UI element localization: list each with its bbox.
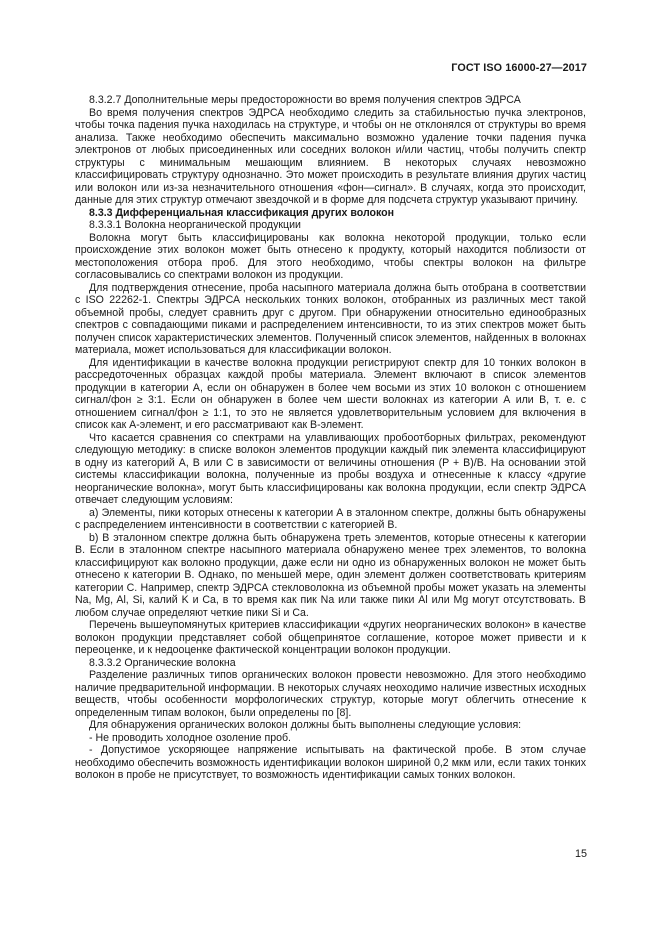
paragraph: Во время получения спектров ЭДРСА необходимо следить за стабильностью пучка электронов, чтобы точка падения пучка находилась на структуре, и чтобы он не отклонялся от структуры во время анализа. Также необходимо обеспечить максимально возможно удаление точки падения пучка электронов от любых присоединенных или соседних волокон и/или частиц, чтобы получить спектр структуры с минимальным мешающим влиянием. В некоторых случаях невозможно классифицировать структуру однозначно. Это может происходить в результате влияния других частиц или волокон или из-за незначительного отношения «фон—сигнал». В случаях, когда это происходит, данные для этих структур отмечают звездочкой и в форме для подсчета структур указывают причину. [75,106,586,206]
list-item-dash: - Допустимое ускоряющее напряжение испытывать на фактической пробе. В этом случае необходимо обеспечить возможность идентификации волокон шириной 0,2 мкм или, если таких тонких волокон в пробе не присутствует, то возможность идентификации самых тонких волокон. [75,744,586,781]
document-body [75,94,586,782]
paragraph: Волокна могут быть классифицированы как волокна некоторой продукции, только если происхождение этих волокон может быть отнесено к продукту, который находится поблизости от местоположения отбора проб. Для этого необходимо, чтобы спектры волокон на фильтре согласовывались со спектрами волокон из продукции. [75,231,586,281]
subsection-title-8-3-2-7: 8.3.2.7 Дополнительные меры предосторожности во время получения спектров ЭДРСА [89,94,521,106]
paragraph: Для обнаружения органических волокон должны быть выполнены следующие условия: [89,719,522,731]
list-item-b: b) В эталонном спектре должна быть обнаружена треть элементов, которые отнесены к категории В. Если в эталонном спектре насыпного материала обнаружено менее трех элементов, то волокна классифицируют как волокно продукции, даже если ни одно из обнаруженных волокон не может быть отнесено к категории В. Однако, по меньшей мере, один элемент должен соответствовать критериям категории С. Например, спектр ЭДРСА стекловолокна из объемной пробы может указать на элементы Na, Mg, Al, Si, калий K и Ca, в то время как пик Na или также пики Al или Mg могут отсутствовать. В любом случае определяют четкие пики Si и Ca. [75,531,586,619]
paragraph: Разделение различных типов органических волокон провести невозможно. Для этого необходимо наличие предварительной информации. В некоторых случаях неоходимо наличие известных исходных веществ, чтобы особенности морфологических структур, которые могут облегчить отнесение к определенным типам волокон, были определены по [8]. [75,669,587,719]
paragraph: Перечень вышеупомянутых критериев классификации «других неорганических волокон» в качестве волокон продукции представляет собой общепринятое соглашение, которое может привести и к переоценке, и к недооценке фактической концентрации волокон продукции. [75,619,586,656]
paragraph: Что касается сравнения со спектрами на улавливающих пробоотборных фильтрах, рекомендуют следующую методику: в списке волокон элементов продукции каждый пик элемента классифицируют в одну из категорий А, В или С в зависимости от величины отношения (P + B)/B. На основании этой системы классификации волокна, полученные из пробы воздуха и отнесенные к классу «другие неорганические волокна», могут быть классифицированы как волокна продукции, если спектр ЭДРСА отвечает следующим условиям: [75,431,586,506]
subsection-title-8-3-3-2: 8.3.3.2 Органические волокна [89,656,236,669]
subsection-title-8-3-3-1: 8.3.3.1 Волокна неорганической продукции [89,219,301,231]
paragraph: Для подтверждения отнесение, проба насыпного материала должна быть отобрана в соответствии с ISO 22262-1. Спектры ЭДРСА нескольких тонких волокон, отобранных из различных мест такой объемной пробы, следует сравнить друг с другом. При обнаружении относительно единообразных спектров с совпадающими пиками и распределением интенсивности, то из этих спектров может быть получен список характеристических элементов. Полученный список элементов, найденных в волокнах материала, может использоваться для классификации волокон. [75,281,586,356]
paragraph: Для идентификации в качестве волокна продукции регистрируют спектр для 10 тонких волокон в рассредоточенных образцах каждой пробы материала. Элемент включают в список элементов продукции в категории А, если он обнаружен в более чем восьми из этих 10 волокон с отношением сигнал/фон ≥ 3:1. Если он обнаружен в более чем шести волокнах из категории А или В, т. е. с отношением сигнал/фон ≥ 1:1, то это не является удовлетворительным условием для включения в список как А-элемент, и его рассматривают как В-элемент. [75,356,586,431]
list-item-dash: - Не проводить холодное озоление проб. [89,731,291,744]
section-heading-8-3-3: 8.3.3 Дифференциальная классификация других волокон [89,206,395,219]
document-code: ГОСТ ISO 16000-27—2017 [451,62,587,74]
list-item-a: а) Элементы, пики которых отнесены к категории А в эталонном спектре, должны быть обнаружены с распределением интенсивности в соответствии с категорией В. [75,506,586,531]
page-number: 15 [574,848,587,860]
